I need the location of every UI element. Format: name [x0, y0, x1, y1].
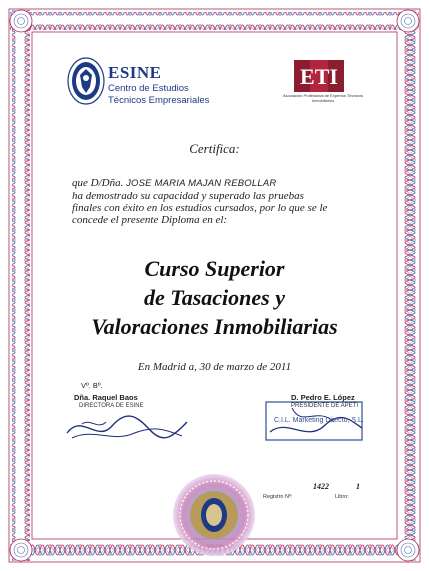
eti-logo [294, 60, 344, 92]
course-title-line2: de Tasaciones y [144, 285, 285, 310]
esine-crest-icon [67, 57, 105, 105]
stamp-text: C.I.L. Marketing Directo, S.L. [274, 417, 364, 424]
certifica-heading: Certifica: [189, 141, 240, 156]
approval-mark: Vº. Bº. [81, 381, 103, 390]
right-signatory-name: D. Pedro E. López [291, 393, 355, 402]
left-signatory-name: Dña. Raquel Baos [74, 393, 138, 402]
issue-date: En Madrid a, 30 de marzo de 2011 [137, 361, 292, 373]
registry-folio: 1 [356, 482, 360, 491]
registry-book-label: Libro: [335, 494, 349, 500]
certificate-body [72, 177, 372, 226]
recipient-prefix: que D/Dña. [72, 177, 124, 189]
left-signatory-title: DIRECTORA DE ESINE [79, 403, 144, 409]
recipient-name: JOSE MARIA MAJAN REBOLLAR [126, 178, 277, 189]
body-line2: ha demostrado su capacidad y superado las pruebas [72, 190, 304, 202]
course-title-line1: Curso Superior [144, 256, 285, 281]
eti-logo-text: ETI [300, 64, 338, 89]
body-line4: concede el presente Diploma en el: [72, 214, 228, 226]
registry-number-label: Registro Nº: [263, 494, 293, 500]
partner-subtitle: Asociación Profesional de Expertos Técnicos Inmobiliarios [283, 93, 363, 103]
course-title-line3: Valoraciones Inmobiliarias [91, 314, 338, 339]
body-line3: finales con éxito en los estudios cursados, por lo que se le [72, 202, 328, 214]
right-signatory-title: PRESIDENTE DE APETI [291, 403, 359, 409]
registry-number: 1422 [313, 482, 329, 491]
issuer-subtitle-line1: Centro de Estudios [108, 83, 189, 94]
embossed-seal-icon [171, 472, 257, 558]
issuer-name: ESINE [108, 63, 162, 82]
left-signature-icon [62, 408, 192, 448]
issuer-subtitle-line2: Técnicos Empresariales [108, 95, 210, 106]
